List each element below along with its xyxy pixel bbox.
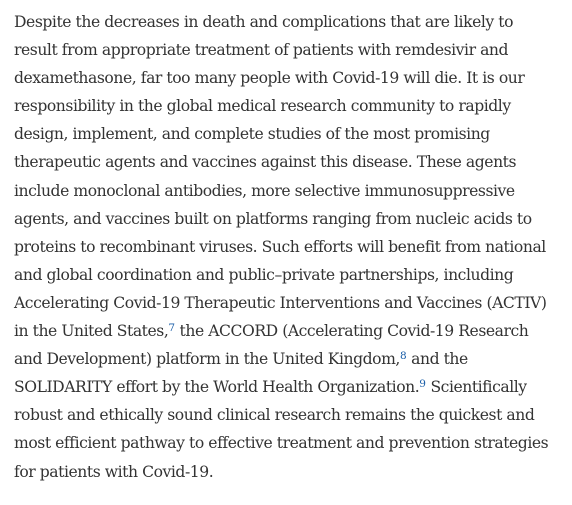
- text-line: and global coordination and public–private partnerships, including: [14, 265, 514, 284]
- reference-link-7[interactable]: 7: [168, 322, 176, 335]
- text-segment: in the United States,: [14, 322, 169, 341]
- text-segment: Scientifically: [425, 378, 527, 397]
- text-line: design, implement, and complete studies of the most promising: [14, 125, 490, 144]
- text-line: Accelerating Covid-19 Therapeutic Interventions and Vaccines (ACTIV): [14, 293, 547, 312]
- text-line: robust and ethically sound clinical research remains the quickest and: [14, 406, 535, 425]
- reference-link-8[interactable]: 8: [399, 350, 407, 363]
- text-segment: the ACCORD (Accelerating Covid-19 Research: [175, 322, 529, 341]
- text-line: most efficient pathway to effective treatment and prevention strategies: [14, 434, 549, 453]
- text-line: dexamethasone, far too many people with Covid-19 will die. It is our: [14, 69, 525, 88]
- text-line: Despite the decreases in death and complications that are likely to: [14, 13, 514, 31]
- text-segment: and Development) platform in the United Kingdom,: [14, 350, 400, 369]
- text-line: result from appropriate treatment of patients with remdesivir and: [14, 41, 509, 60]
- text-line: therapeutic agents and vaccines against this disease. These agents: [14, 153, 517, 172]
- text-line: [14, 345, 569, 373]
- text-line: include monoclonal antibodies, more selective immunosuppressive: [14, 181, 515, 200]
- text-line: [14, 317, 569, 345]
- reference-link-9[interactable]: 9: [419, 378, 426, 391]
- text-line: proteins to recombinant viruses. Such efforts will benefit from national: [14, 237, 546, 256]
- text-line: [14, 373, 569, 401]
- text-line: agents, and vaccines built on platforms ranging from nucleic acids to: [14, 209, 532, 228]
- text-segment: and the: [406, 350, 468, 369]
- text-segment: SOLIDARITY effort by the World Health Organization.: [14, 378, 420, 397]
- paragraph: [14, 8, 569, 486]
- text-line: for patients with Covid-19.: [14, 462, 214, 481]
- text-line: responsibility in the global medical research community to rapidly: [14, 97, 511, 116]
